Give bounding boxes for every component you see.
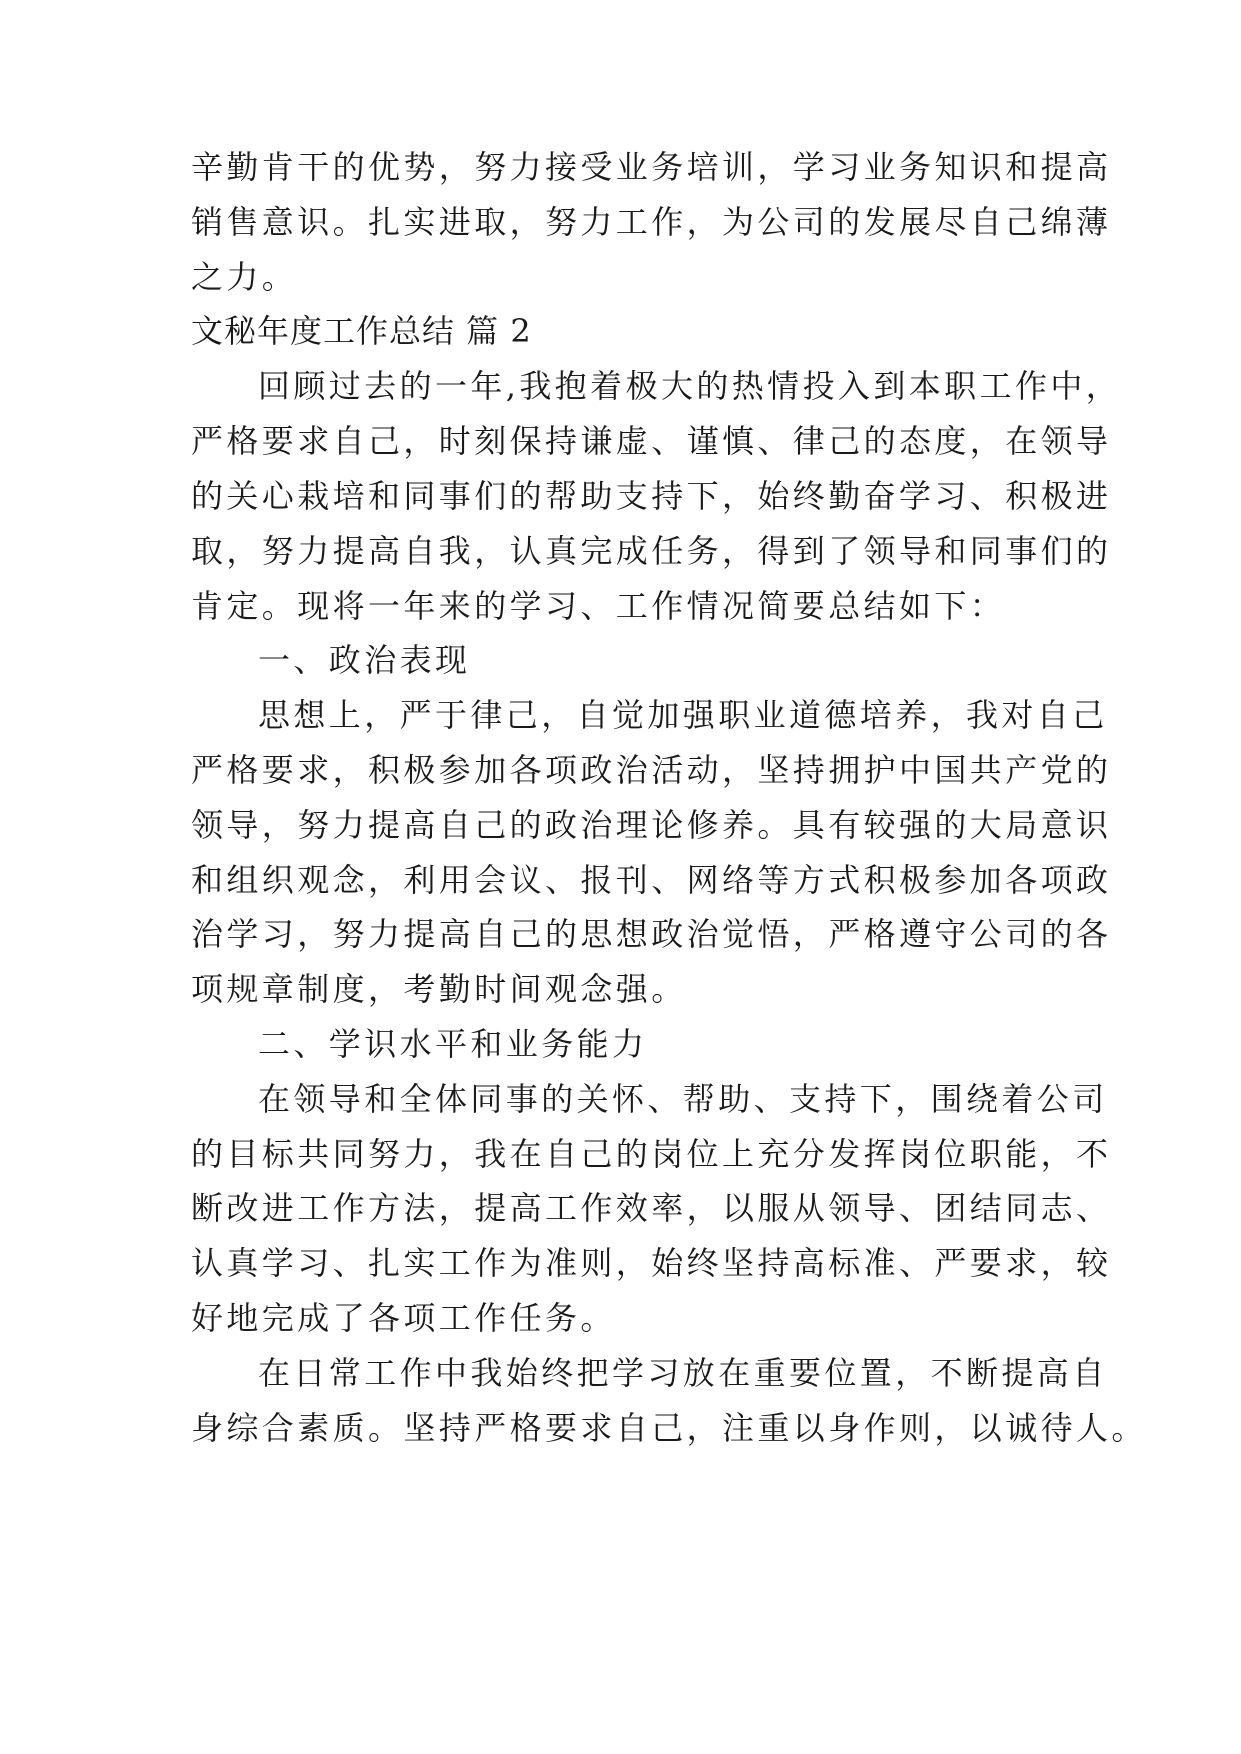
paragraph-line: 身综合素质。坚持严格要求自己，注重以身作则，以诚待人。 [191,1409,1147,1447]
paragraph-line: 断改进工作方法，提高工作效率，以服从领导、团结同志、 [191,1189,1112,1227]
paragraph-line: 严格要求，积极参加各项政治活动，坚持拥护中国共产党的 [191,751,1112,789]
paragraph-line: 和组织观念，利用会议、报刊、网络等方式积极参加各项政 [191,861,1112,899]
subheading: 一、政治表现 [258,641,471,679]
paragraph-line: 之力。 [191,258,298,296]
paragraph-line: 项规章制度，考勤时间观念强。 [191,970,687,1008]
paragraph-line: 认真学习、扎实工作为准则，始终坚持高标准、严要求，较 [191,1244,1112,1282]
paragraph-line: 辛勤肯干的优势，努力接受业务培训，学习业务知识和提高 [191,148,1112,186]
paragraph-line: 销售意识。扎实进取，努力工作，为公司的发展尽自己绵薄 [191,203,1112,241]
paragraph-line: 严格要求自己，时刻保持谦虚、谨慎、律己的态度，在领导 [191,422,1112,460]
paragraph-line: 治学习，努力提高自己的思想政治觉悟，严格遵守公司的各 [191,915,1112,953]
paragraph-line: 思想上，严于律己，自觉加强职业道德培养，我对自己 [258,696,1108,734]
subheading: 二、学识水平和业务能力 [258,1025,648,1063]
paragraph-line: 的目标共同努力，我在自己的岗位上充分发挥岗位职能，不 [191,1135,1112,1173]
paragraph-line: 领导，努力提高自己的政治理论修养。具有较强的大局意识 [191,806,1112,844]
paragraph-line: 好地完成了各项工作任务。 [191,1299,616,1337]
paragraph-line: 取，努力提高自我，认真完成任务，得到了领导和同事们的 [191,532,1112,570]
paragraph-line: 的关心栽培和同事们的帮助支持下，始终勤奋学习、积极进 [191,477,1112,515]
section-title: 文秘年度工作总结 篇 2 [191,312,532,350]
paragraph-line: 肯定。现将一年来的学习、工作情况简要总结如下： [191,587,1006,625]
paragraph-line: 在日常工作中我始终把学习放在重要位置，不断提高自 [258,1354,1108,1392]
paragraph-line: 回顾过去的一年,我抱着极大的热情投入到本职工作中， [258,367,1122,405]
paragraph-line: 在领导和全体同事的关怀、帮助、支持下，围绕着公司 [258,1080,1108,1118]
